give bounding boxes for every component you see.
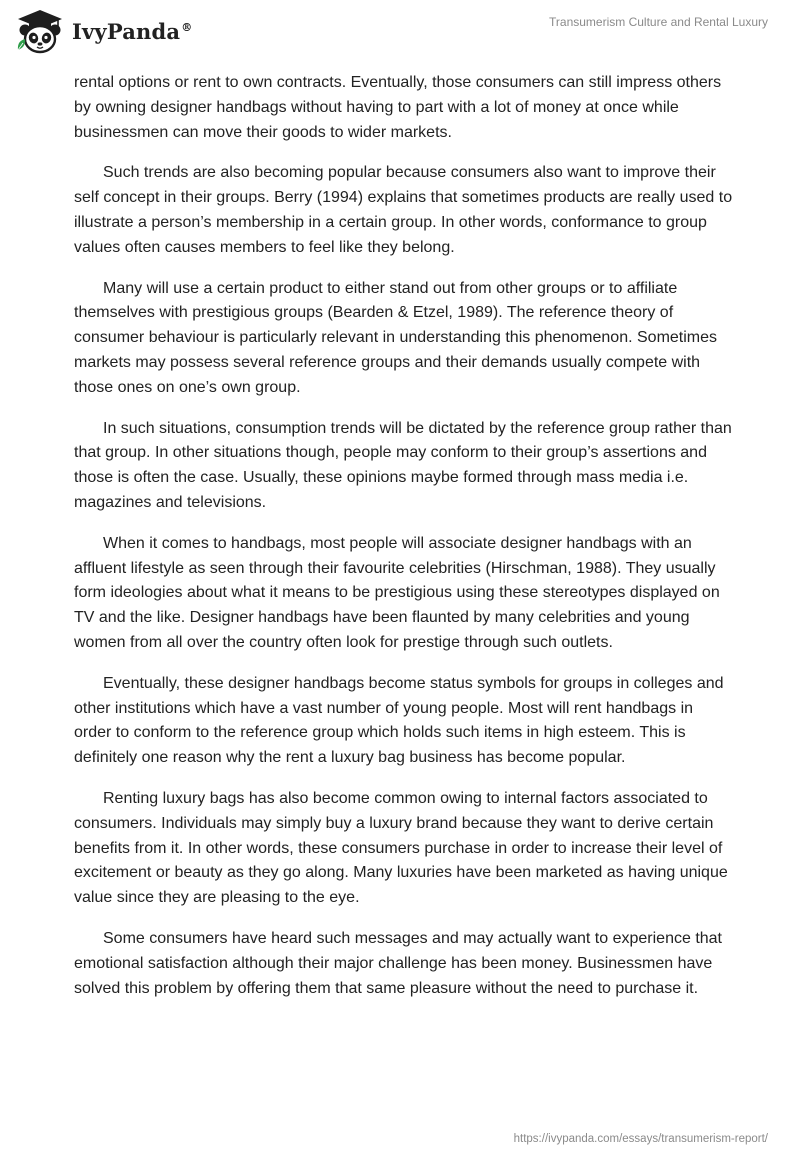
paragraph: Such trends are also becoming popular because consumers also want to improve their self concept in their groups. Berry (1994) explains that sometimes products are really used to illustrate a person’s membership in a certain group. In other words, conformance to group values often causes members to feel like they belong.	[74, 164, 733, 256]
registered-mark: ®	[181, 20, 193, 34]
paragraph: Eventually, these designer handbags become status symbols for groups in colleges and other institutions which have a vast number of young people. Most will rent handbags in order to conform to the reference group which holds such items in high esteem. This is definitely one reason why the rent a luxury bag business has become popular.	[74, 674, 724, 767]
page-header	[0, 0, 800, 70]
paragraph: Many will use a certain product to either stand out from other groups or to affiliate themselves with prestigious groups (Bearden & Etzel, 1989). The reference theory of consumer behaviour is particularly relevant in understanding this phenomenon. Sometimes markets may possess several reference groups and their demands usually compete with those ones on one’s own group.	[74, 279, 718, 396]
essay-body	[74, 71, 734, 1017]
paragraph: Renting luxury bags has also become common owing to internal factors associated to consumers. Individuals may simply buy a luxury brand because they want to derive certain benefits from it. In other words, these consumers purchase in order to increase their level of excitement or beauty as they go along. Many luxuries have been marketed as having unique value since they are pleasing to the eye.	[74, 789, 728, 907]
brand-name: IvyPanda®	[72, 18, 193, 44]
panda-graduate-icon	[14, 8, 66, 54]
source-url-link[interactable]: https://ivypanda.com/essays/transumerism-report/	[513, 1133, 768, 1145]
paragraph: rental options or rent to own contracts. Eventually, those consumers can still impress others by owning designer handbags without having to part with a lot of money at once while businessmen can move their goods to wider markets.	[74, 74, 722, 141]
ivypanda-logo[interactable]	[14, 8, 192, 54]
paragraph: In such situations, consumption trends will be dictated by the reference group rather than that group. In other situations though, people may conform to their group’s assertions and those is often the case. Usually, these opinions maybe formed through mass media i.e. magazines and televisions.	[74, 419, 732, 511]
paragraph: When it comes to handbags, most people will associate designer handbags with an affluent lifestyle as seen through their favourite celebrities (Hirschman, 1988). They usually form ideologies about what it means to be prestigious using these stereotypes displayed on TV and the like. Designer handbags have been flaunted by many celebrities and young women from all over the country often look for prestige through such outlets.	[74, 534, 720, 651]
document-title: Transumerism Culture and Rental Luxury	[549, 15, 768, 29]
paragraph: Some consumers have heard such messages and may actually want to experience that emotional satisfaction although their major challenge has been money. Businessmen have solved this problem by offering them that same pleasure without the need to purchase it.	[74, 929, 722, 997]
